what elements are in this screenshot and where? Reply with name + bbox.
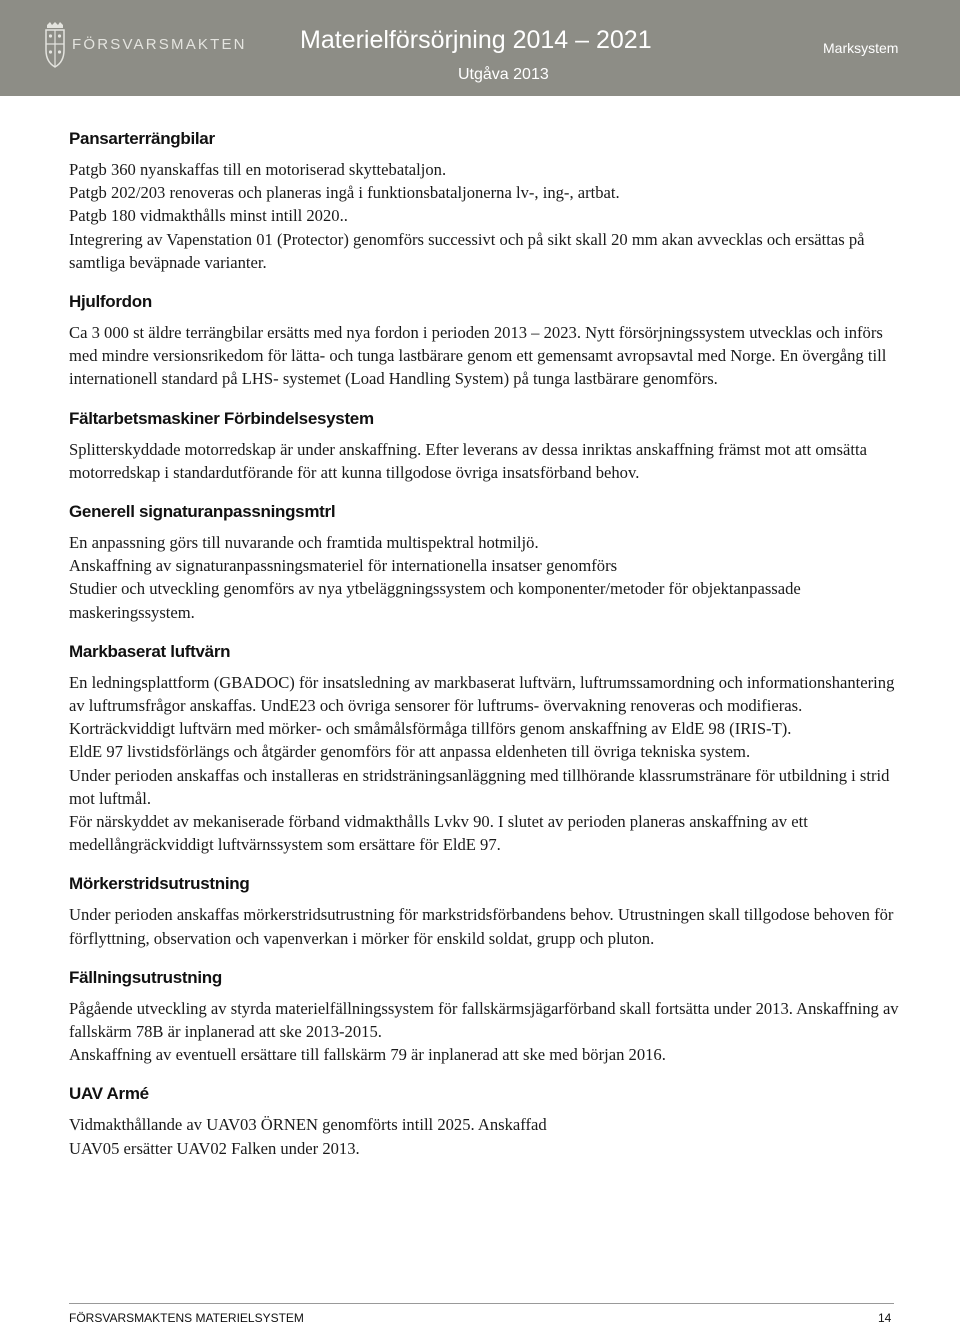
- paragraph: Anskaffning av signaturanpassningsmateriel för internationella insatser genomförs: [69, 556, 618, 576]
- section-heading: Markbaserat luftvärn: [69, 641, 231, 661]
- paragraph: Anskaffning av eventuell ersättare till fallskärm 79 är inplanerad att ske med början 2016.: [69, 1045, 666, 1065]
- section: [69, 1082, 909, 1159]
- section-heading: Fällningsutrustning: [69, 967, 222, 987]
- section-heading: Fältarbetsmaskiner Förbindelsesystem: [69, 408, 374, 428]
- section: [69, 640, 909, 857]
- paragraph: Patgb 180 vidmakthålls minst intill 2020..: [69, 206, 348, 226]
- forsvarsmakten-logo: [44, 22, 247, 68]
- section-heading: Generell signaturanpassningsmtrl: [69, 502, 336, 522]
- paragraph: En anpassning görs till nuvarande och framtida multispektral hotmiljö.: [69, 533, 539, 553]
- document-body: [69, 127, 909, 1176]
- paragraph: Integrering av Vapenstation 01 (Protector) genomförs successivt och på sikt skall 20 mm akan avvecklas och ersättas på samtliga beväpnade varianter.: [69, 229, 865, 272]
- section-heading: Pansarterrängbilar: [69, 129, 215, 148]
- footer-title: FÖRSVARSMAKTENS MATERIELSYSTEM: [69, 1311, 304, 1325]
- paragraph: Patgb 360 nyanskaffas till en motoriserad skyttebataljon.: [69, 160, 447, 179]
- logo-text: FÖRSVARSMAKTEN: [72, 35, 247, 53]
- paragraph: Ca 3 000 st äldre terrängbilar ersätts med nya fordon i perioden 2013 – 2023. Nytt försörjningssystem utvecklas och införs med mindre versionsrikedom för lätta- och tunga lastbärare genom ett gemensamt avropsavtal med Norge. En övergång till internationell standard på LHS- systemet (Load Handling System) på tunga lastbärare genomförs.: [69, 323, 887, 389]
- section: [69, 127, 909, 274]
- section: [69, 407, 909, 484]
- paragraph: UAV05 ersätter UAV02 Falken under 2013.: [69, 1138, 360, 1158]
- paragraph: För närskyddet av mekaniserade förband vidmakthålls Lvkv 90. I slutet av perioden planeras anskaffning av ett medellångräckviddigt luftvärnssystem som ersättare för EldE 97.: [69, 812, 808, 855]
- section: [69, 290, 909, 391]
- paragraph: Studier och utveckling genomförs av nya ytbeläggningssystem och komponenter/metoder för objektanpassade maskeringssystem.: [69, 579, 801, 622]
- page-header: [0, 0, 960, 96]
- paragraph: En ledningsplattform (GBADOC) för insatsledning av markbaserat luftvärn, luftrumssamordning och informationshantering av luftrumsfrågor anskaffas. UndE23 och övriga sensorer för luftrums- övervakning renoveras och modifieras. Korträckviddigt luftvärn med mörker- och småmålsförmåga tillförs genom anskaffning av EldE 98 (IRIS-T).: [69, 672, 895, 739]
- document-edition: Utgåva 2013: [458, 66, 549, 83]
- header-section-label: Marksystem: [823, 40, 899, 56]
- paragraph: Under perioden anskaffas och installeras en stridsträningsanläggning med tillhörande klassrumstränare för utbildning i strid mot luftmål.: [69, 765, 890, 808]
- paragraph: Patgb 202/203 renoveras och planeras ingå i funktionsbataljonerna lv-, ing-, artbat.: [69, 183, 620, 203]
- section-heading: Hjulfordon: [69, 292, 152, 312]
- page-number: 14: [878, 1311, 892, 1325]
- paragraph: Splitterskyddade motorredskap är under anskaffning. Efter leverans av dessa inriktas anskaffning främst mot att omsätta motorredskap i standardutförande för att kunna tillgodose övriga insatsförband behov.: [69, 439, 867, 482]
- section-heading: Mörkerstridsutrustning: [69, 874, 250, 894]
- paragraph: EldE 97 livstidsförlängs och åtgärder genomförs för att anpassa eldenheten till övriga tekniska system.: [69, 742, 751, 762]
- paragraph: Under perioden anskaffas mörkerstridsutrustning för markstridsförbandens behov. Utrustningen skall tillgodose behoven för förflyttning, observation och vapenverkan i mörker för enskild soldat, grupp och pluton.: [69, 905, 894, 948]
- section: [69, 500, 909, 624]
- footer-divider: [69, 1303, 894, 1304]
- crest-icon: [44, 22, 66, 68]
- section: [69, 966, 909, 1067]
- section: [69, 872, 909, 949]
- section-heading: UAV Armé: [69, 1084, 149, 1104]
- document-title: Materielförsörjning 2014 – 2021: [300, 26, 652, 54]
- paragraph: Vidmakthållande av UAV03 ÖRNEN genomförts intill 2025. Anskaffad: [69, 1115, 547, 1135]
- paragraph: Pågående utveckling av styrda materielfällningssystem för fallskärmsjägarförband skall fortsätta under 2013. Anskaffning av fallskärm 78B är inplanerad att ske 2013-2015.: [69, 998, 899, 1042]
